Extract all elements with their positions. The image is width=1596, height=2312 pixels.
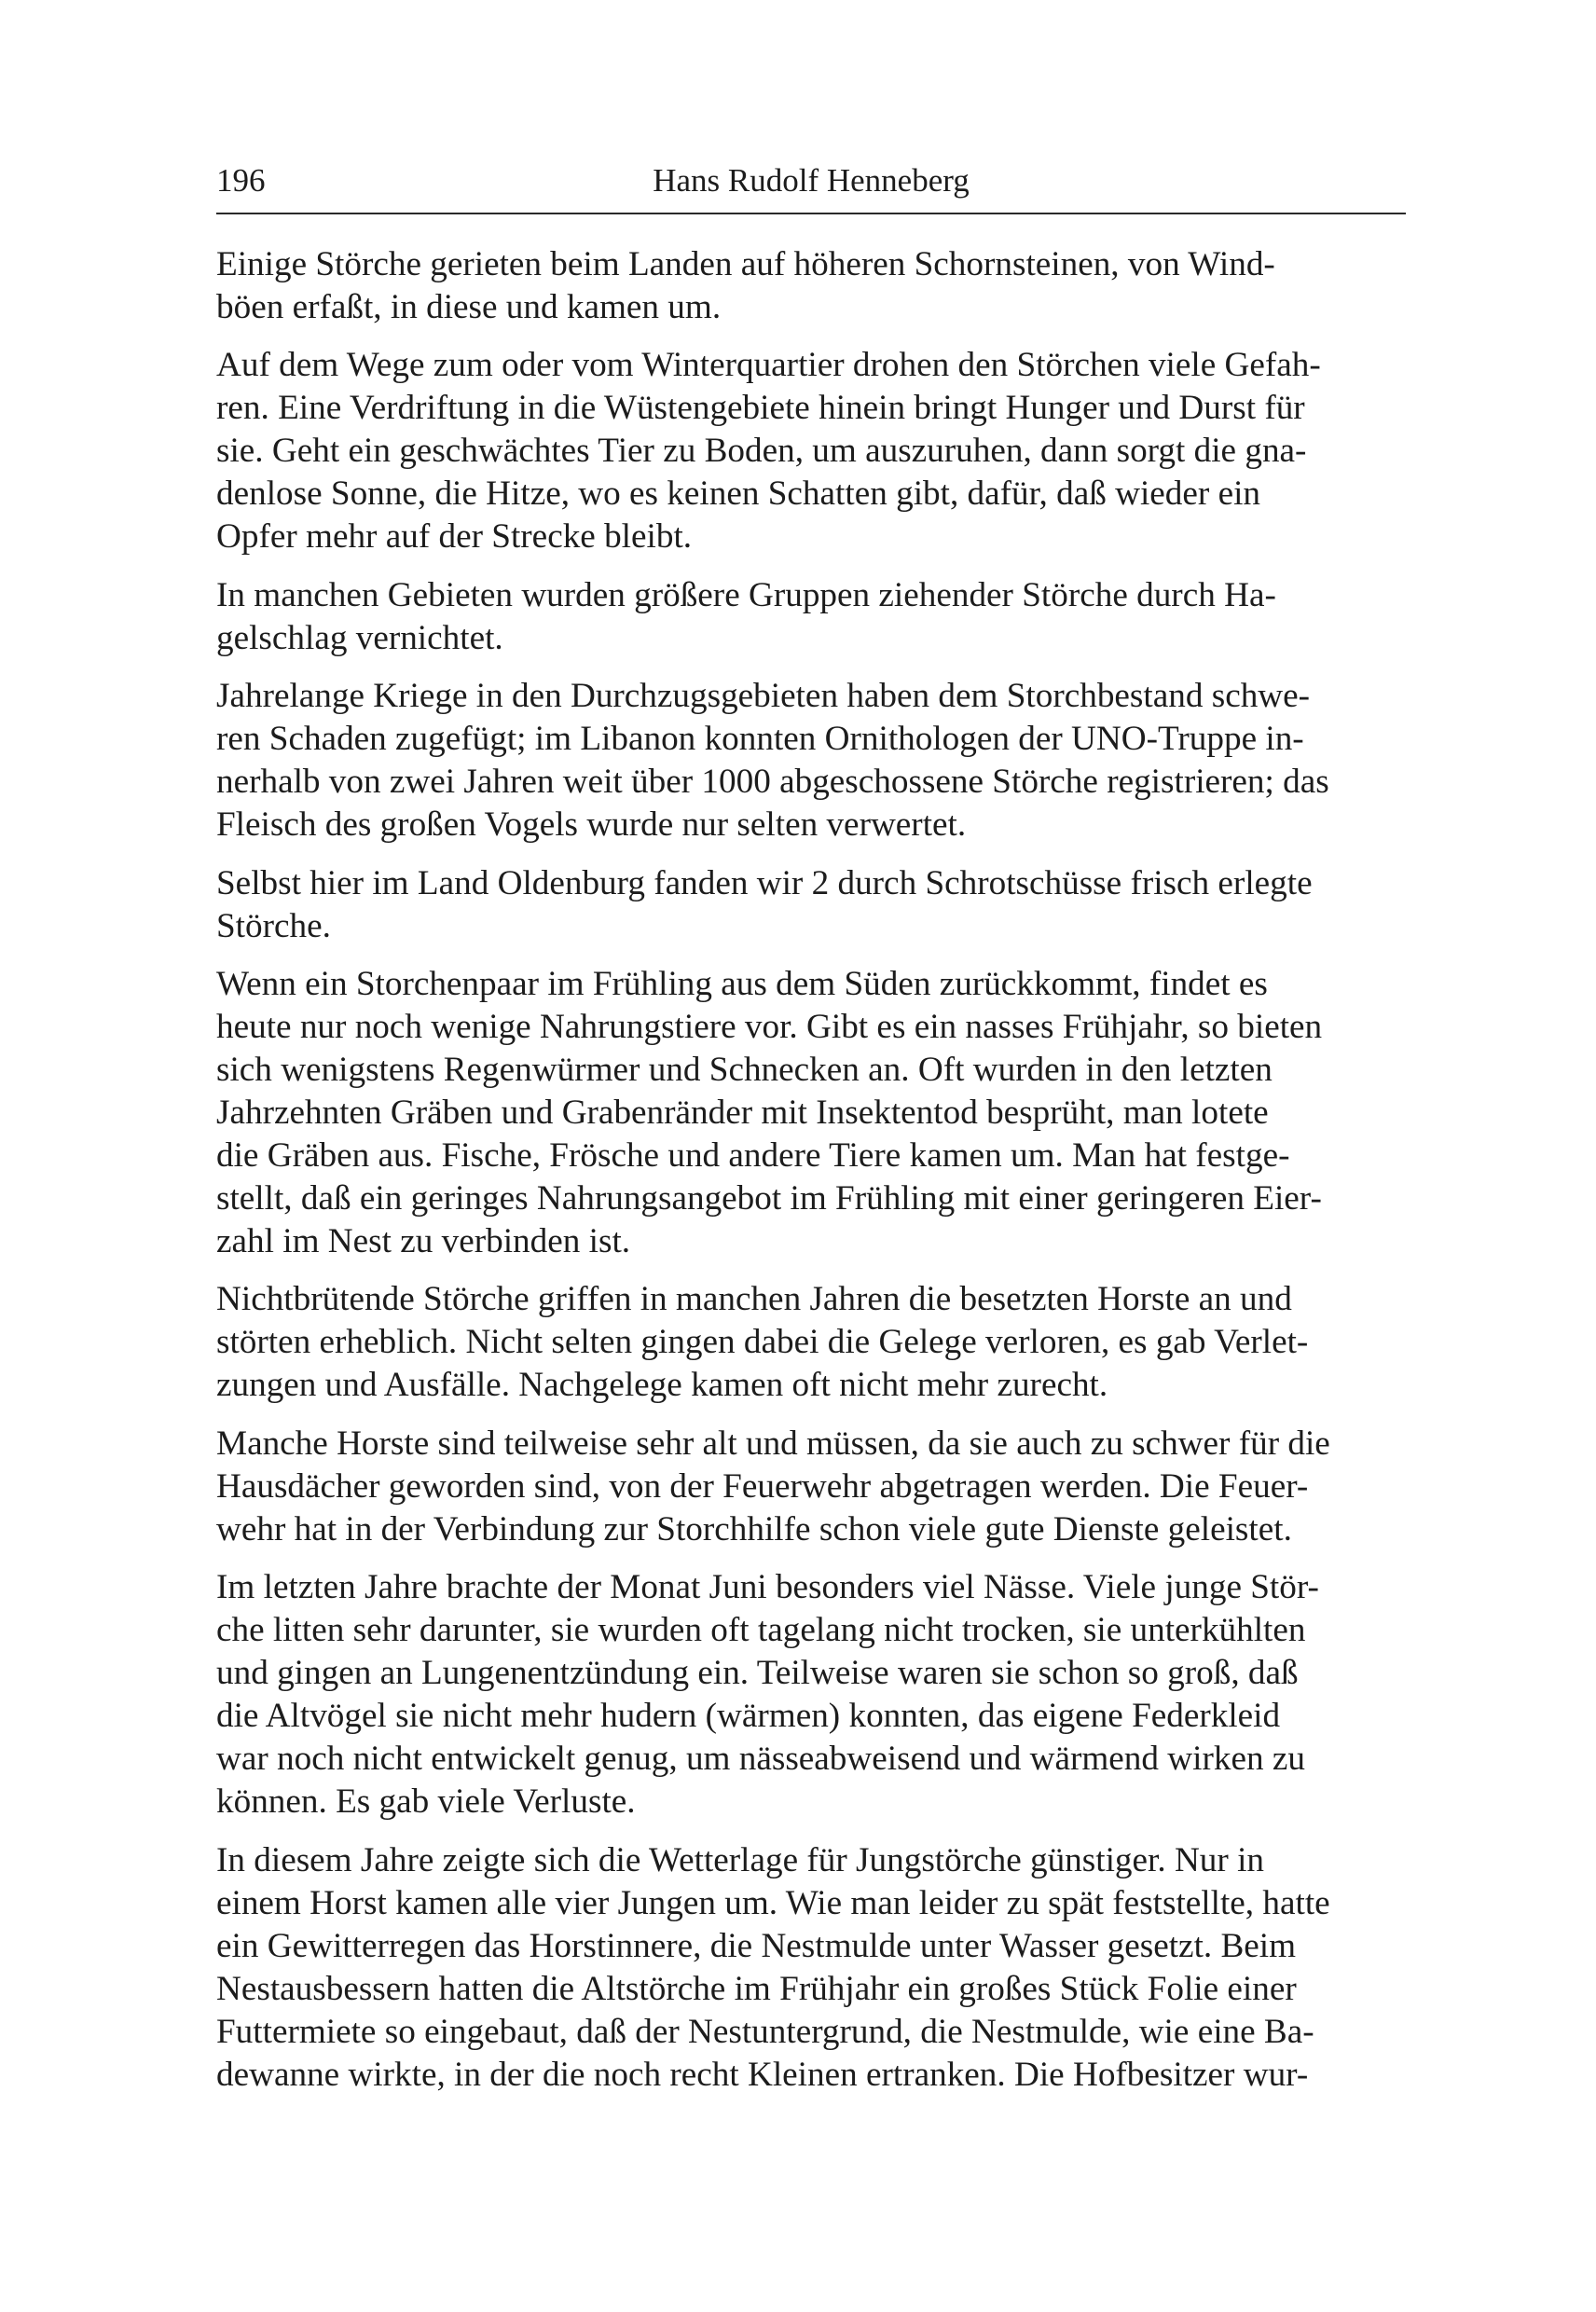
text-line: Störche. bbox=[216, 906, 331, 945]
running-header-author: Hans Rudolf Henneberg bbox=[653, 162, 970, 199]
text-line: heute nur noch wenige Nahrungstiere vor. Gibt es ein nasses Frühjahr, so bieten bbox=[216, 1007, 1323, 1046]
text-line: Hausdächer geworden sind, von der Feuerwehr abgetragen werden. Die Feuer- bbox=[216, 1466, 1309, 1506]
paragraph bbox=[216, 1566, 1406, 1823]
text-line: einem Horst kamen alle vier Jungen um. Wie man leider zu spät feststellte, hatte bbox=[216, 1883, 1330, 1922]
paragraph bbox=[216, 574, 1406, 660]
paragraph bbox=[216, 344, 1406, 558]
text-line: denlose Sonne, die Hitze, wo es keinen Schatten gibt, dafür, daß wieder ein bbox=[216, 475, 1261, 514]
text-line: sie. Geht ein geschwächtes Tier zu Boden, um auszuruhen, dann sorgt die gna- bbox=[216, 432, 1307, 471]
text-line: die Gräben aus. Fische, Frösche und andere Tiere kamen um. Man hat festge- bbox=[216, 1135, 1290, 1175]
page-number: 196 bbox=[216, 162, 266, 199]
text-line: Nichtbrütende Störche griffen in manchen Jahren die besetzten Horste an und bbox=[216, 1280, 1292, 1319]
text-line: Auf dem Wege zum oder vom Winterquartier drohen den Störchen viele Gefah- bbox=[216, 346, 1321, 385]
paragraph bbox=[216, 862, 1406, 948]
running-header bbox=[216, 157, 1406, 214]
text-line: die Altvögel sie nicht mehr hudern (wärmen) konnten, das eigene Federkleid bbox=[216, 1697, 1281, 1736]
text-line: che litten sehr darunter, sie wurden oft tagelang nicht trocken, sie unterkühlten bbox=[216, 1611, 1306, 1650]
paragraph bbox=[216, 675, 1406, 846]
text-line: böen erfaßt, in diese und kamen um. bbox=[216, 288, 722, 326]
text-line: stellt, daß ein geringes Nahrungsangebot im Frühling mit einer geringeren Eier- bbox=[216, 1178, 1322, 1218]
text-line: In diesem Jahre zeigte sich die Wetterlage für Jungstörche günstiger. Nur in bbox=[216, 1840, 1264, 1879]
text-line: Einige Störche gerieten beim Landen auf höheren Schornsteinen, von Wind- bbox=[216, 245, 1275, 283]
text-line: zungen und Ausfälle. Nachgelege kamen oft nicht mehr zurecht. bbox=[216, 1366, 1108, 1405]
text-line: Opfer mehr auf der Strecke bleibt. bbox=[216, 517, 693, 557]
text-line: Im letzten Jahre brachte der Monat Juni besonders viel Nässe. Viele junge Stör- bbox=[216, 1568, 1319, 1607]
text-line: störten erheblich. Nicht selten gingen dabei die Gelege verloren, es gab Verlet- bbox=[216, 1323, 1309, 1362]
text-line: Nestausbessern hatten die Altstörche im Frühjahr ein großes Stück Folie einer bbox=[216, 1969, 1297, 2008]
paragraph bbox=[216, 1423, 1406, 1551]
paragraph bbox=[216, 963, 1406, 1263]
text-line: In manchen Gebieten wurden größere Gruppen ziehender Störche durch Ha- bbox=[216, 575, 1276, 614]
text-line: Manche Horste sind teilweise sehr alt und müssen, da sie auch zu schwer für die bbox=[216, 1424, 1330, 1463]
paragraph bbox=[216, 243, 1406, 329]
text-line: Fleisch des großen Vogels wurde nur selten verwertet. bbox=[216, 805, 967, 845]
body-text bbox=[216, 243, 1406, 2112]
text-line: Selbst hier im Land Oldenburg fanden wir 2 durch Schrotschüsse frisch erlegte bbox=[216, 863, 1313, 902]
paragraph bbox=[216, 1278, 1406, 1407]
text-line: Jahrzehnten Gräben und Grabenränder mit Insektentod besprüht, man lotete bbox=[216, 1093, 1269, 1132]
text-line: dewanne wirkte, in der die noch recht Kleinen ertranken. Die Hofbesitzer wur- bbox=[216, 2055, 1309, 2094]
text-line: Wenn ein Storchenpaar im Frühling aus dem Süden zurückkommt, findet es bbox=[216, 964, 1268, 1003]
text-line: nerhalb von zwei Jahren weit über 1000 abgeschossene Störche registrieren; das bbox=[216, 763, 1329, 802]
text-line: Futtermiete so eingebaut, daß der Nestuntergrund, die Nestmulde, wie eine Ba- bbox=[216, 2012, 1314, 2051]
text-line: können. Es gab viele Verluste. bbox=[216, 1782, 636, 1822]
text-line: Jahrelange Kriege in den Durchzugsgebieten haben dem Storchbestand schwe- bbox=[216, 677, 1311, 716]
text-line: zahl im Nest zu verbinden ist. bbox=[216, 1221, 631, 1260]
text-line: ren. Eine Verdriftung in die Wüstengebiete hinein bringt Hunger und Durst für bbox=[216, 389, 1305, 428]
text-line: war noch nicht entwickelt genug, um nässeabweisend und wärmend wirken zu bbox=[216, 1740, 1305, 1779]
text-line: und gingen an Lungenentzündung ein. Teilweise waren sie schon so groß, daß bbox=[216, 1654, 1299, 1693]
text-line: ein Gewitterregen das Horstinnere, die Nestmulde unter Wasser gesetzt. Beim bbox=[216, 1926, 1297, 1965]
text-line: wehr hat in der Verbindung zur Storchhilfe schon viele gute Dienste geleistet. bbox=[216, 1509, 1292, 1548]
text-line: sich wenigstens Regenwürmer und Schnecken an. Oft wurden in den letzten bbox=[216, 1050, 1273, 1089]
text-line: gelschlag vernichtet. bbox=[216, 618, 503, 657]
text-line: ren Schaden zugefügt; im Libanon konnten Ornithologen der UNO-Truppe in- bbox=[216, 720, 1304, 759]
paragraph bbox=[216, 1839, 1406, 2097]
